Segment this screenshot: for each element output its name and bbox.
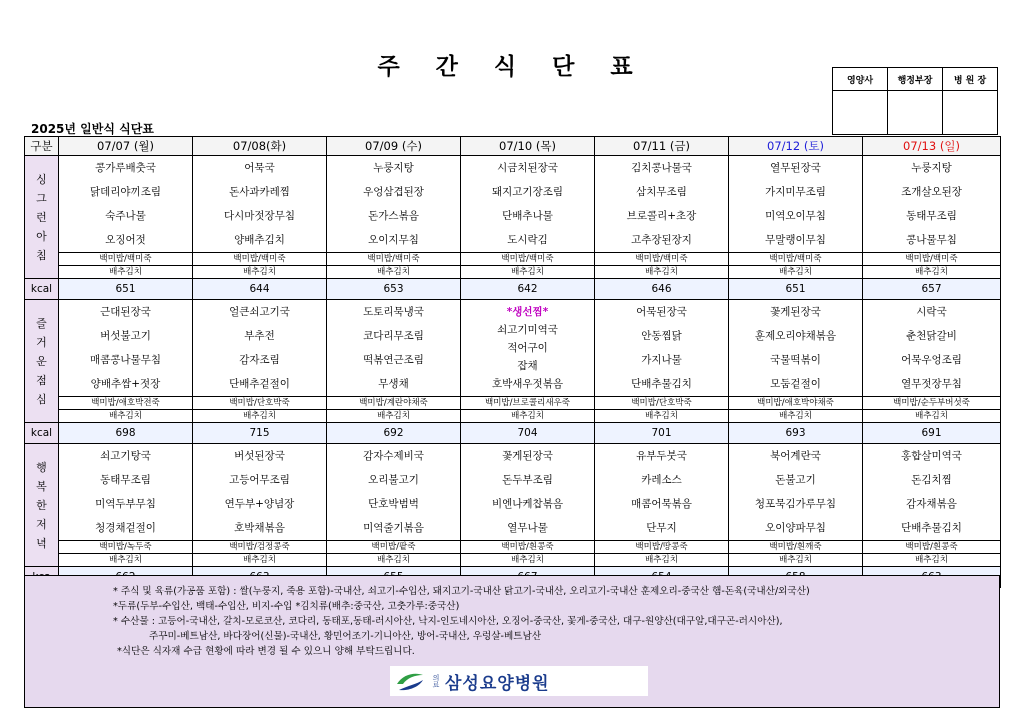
dish-item: 카레소스	[641, 474, 682, 486]
meal-category-char: 즐	[36, 316, 47, 330]
dish-item: 단배추겉절이	[229, 378, 290, 390]
dish-item: 오리불고기	[368, 474, 419, 486]
dish-item: 유부두붓국	[636, 450, 687, 462]
kcal-value: 715	[193, 423, 327, 444]
dish-item: 홍합살미역국	[901, 450, 962, 462]
dish-item: 양배추김치	[234, 234, 285, 246]
rice-row	[25, 397, 1001, 410]
day-header: 07/11 (금)	[595, 137, 729, 156]
rice-row	[25, 253, 1001, 266]
kimchi-cell: 배추김치	[327, 554, 461, 567]
meal-category	[25, 444, 59, 567]
dish-item: 누룽지탕	[373, 162, 414, 174]
dish-item: 미역두부무침	[95, 498, 156, 510]
logo-small-text: 의료	[432, 674, 440, 688]
dish-item: 연두부+양념장	[224, 498, 295, 510]
dish-item: 닭데리야끼조림	[89, 186, 161, 198]
kcal-value: 701	[595, 423, 729, 444]
kcal-label: kcal	[25, 423, 59, 444]
dish-item: 감자수제비국	[363, 450, 424, 462]
meal-category-char: 심	[36, 392, 47, 406]
dish-item: 단배추물김치	[631, 378, 692, 390]
approval-dietitian: 영양사	[833, 68, 887, 91]
kcal-label: kcal	[25, 279, 59, 300]
logo-swoosh-icon	[395, 668, 425, 694]
kimchi-row	[25, 410, 1001, 423]
dish-item: 열무나물	[507, 522, 548, 534]
kimchi-cell: 배추김치	[729, 554, 863, 567]
meal-category-char: 행	[36, 460, 47, 474]
kimchi-cell: 배추김치	[595, 266, 729, 279]
dish-cell	[327, 444, 461, 541]
dish-item: 꽃게된장국	[770, 306, 821, 318]
rice-cell: 백미밥/백미죽	[595, 253, 729, 266]
rice-cell: 백미밥/계란야채죽	[327, 397, 461, 410]
header-label: 구분	[25, 137, 59, 156]
dish-item: 콩가루배춧국	[95, 162, 156, 174]
kcal-value: 704	[461, 423, 595, 444]
dish-item: 다시마젓장무침	[223, 210, 295, 222]
day-header: 07/08(화)	[193, 137, 327, 156]
meal-category-char: 저	[36, 517, 47, 531]
meal-category-char: 거	[36, 335, 47, 349]
kimchi-cell: 배추김치	[729, 266, 863, 279]
kimchi-cell: 배추김치	[461, 554, 595, 567]
dish-cell	[595, 444, 729, 541]
kimchi-cell: 배추김치	[193, 554, 327, 567]
dish-cell	[59, 156, 193, 253]
dish-item: 돈두부조림	[502, 474, 553, 486]
kimchi-cell: 배추김치	[863, 266, 1001, 279]
kcal-value: 693	[729, 423, 863, 444]
dish-item: 고등어무조림	[229, 474, 290, 486]
kimchi-row	[25, 266, 1001, 279]
dish-item: 단배추물김치	[901, 522, 962, 534]
rice-cell: 백미밥/흰콩죽	[461, 541, 595, 554]
rice-cell: 백미밥/백미죽	[327, 253, 461, 266]
kimchi-cell: 배추김치	[327, 410, 461, 423]
dish-item: 코다리무조림	[363, 330, 424, 342]
dish-cell	[193, 156, 327, 253]
kcal-value: 691	[863, 423, 1001, 444]
dish-item: 어묵국	[244, 162, 275, 174]
dish-item: 콩나물무침	[906, 234, 957, 246]
kcal-row	[25, 423, 1001, 444]
note-line: *식단은 식자재 수급 현황에 따라 변경 될 수 있으니 양해 부탁드립니다.	[117, 646, 415, 657]
dish-item: 무말랭이무침	[765, 234, 826, 246]
dish-item: *생선찜*	[506, 306, 549, 318]
dish-item: 쇠고기미역국	[497, 324, 558, 336]
approval-director: 병 원 장	[943, 68, 997, 91]
kimchi-cell: 배추김치	[729, 410, 863, 423]
dish-item: 동태무조림	[100, 474, 151, 486]
dish-item: 미역오이무침	[765, 210, 826, 222]
dish-item: 돈불고기	[775, 474, 816, 486]
note-line: * 수산물 : 고등어-국내산, 갈치-모로코산, 코다리, 동태포,동태-러시아산, 낙지-인도네시아산, 오징어-중국산, 꽃게-중국산, 대구-원양산(대구알,대구곤-러시아산),	[113, 616, 783, 627]
dish-item: 감자조림	[239, 354, 280, 366]
meal-category-char: 싱	[36, 172, 47, 186]
dish-item: 모둠겉절이	[770, 378, 821, 390]
rice-cell: 백미밥/흰깨죽	[729, 541, 863, 554]
dish-item: 무생채	[378, 378, 409, 390]
kimchi-cell: 배추김치	[59, 554, 193, 567]
dish-cell	[193, 444, 327, 541]
meal-category-char: 운	[36, 354, 47, 368]
meal-row	[25, 156, 1001, 253]
kcal-value: 657	[863, 279, 1001, 300]
dish-item: 숙주나물	[105, 210, 146, 222]
day-header: 07/13 (일)	[863, 137, 1001, 156]
meal-category	[25, 156, 59, 279]
dish-cell	[729, 444, 863, 541]
meal-row	[25, 444, 1001, 541]
dish-item: 시금치된장국	[497, 162, 558, 174]
dish-item: 훈제오리야채볶음	[754, 330, 837, 342]
dish-item: 잡채	[517, 360, 538, 372]
dish-cell	[863, 300, 1001, 397]
dish-item: 단배추나물	[502, 210, 553, 222]
dish-item: 매콤어묵볶음	[631, 498, 692, 510]
dish-item: 우엉삼겹된장	[363, 186, 424, 198]
hospital-logo	[390, 666, 648, 696]
meal-category-char: 녁	[36, 536, 47, 550]
rice-cell: 백미밥/백미죽	[729, 253, 863, 266]
kimchi-cell: 배추김치	[193, 410, 327, 423]
kimchi-cell: 배추김치	[327, 266, 461, 279]
dish-item: 브로콜리+초장	[626, 210, 697, 222]
dish-cell	[461, 156, 595, 253]
dish-item: 누룽지탕	[911, 162, 952, 174]
dish-item: 돈가스볶음	[368, 210, 419, 222]
dish-cell	[59, 444, 193, 541]
kcal-value: 692	[327, 423, 461, 444]
dish-item: 오이양파무침	[765, 522, 826, 534]
dish-cell	[327, 300, 461, 397]
dish-item: 부추전	[244, 330, 275, 342]
kimchi-cell: 배추김치	[863, 554, 1001, 567]
dish-item: 청포묵김가루무침	[754, 498, 837, 510]
rice-cell: 백미밥/애호박전죽	[59, 397, 193, 410]
dish-item: 춘천닭갈비	[906, 330, 957, 342]
dish-item: 열무젓장무침	[901, 378, 962, 390]
dish-item: 떡볶연근조림	[363, 354, 424, 366]
dish-item: 꽃게된장국	[502, 450, 553, 462]
dish-item: 조개살오된장	[901, 186, 962, 198]
dish-item: 북어계란국	[770, 450, 821, 462]
dish-item: 돼지고기장조림	[491, 186, 563, 198]
day-header: 07/07 (월)	[59, 137, 193, 156]
kimchi-cell: 배추김치	[461, 410, 595, 423]
dish-cell	[595, 156, 729, 253]
dish-item: 돈사과카레찜	[229, 186, 290, 198]
dish-item: 도토리묵냉국	[363, 306, 424, 318]
kimchi-cell: 배추김치	[193, 266, 327, 279]
dish-item: 매콤콩나물무침	[89, 354, 161, 366]
dish-item: 호박채볶음	[234, 522, 285, 534]
rice-cell: 백미밥/순두부버섯죽	[863, 397, 1001, 410]
dish-item: 쇠고기탕국	[100, 450, 151, 462]
weekly-menu-table	[24, 136, 1001, 588]
dish-cell	[461, 444, 595, 541]
rice-row	[25, 541, 1001, 554]
rice-cell: 백미밥/검정콩죽	[193, 541, 327, 554]
dish-item: 돈김치찜	[911, 474, 952, 486]
dish-item: 오징어젓	[105, 234, 146, 246]
dish-item: 가지나물	[641, 354, 682, 366]
dish-item: 시락국	[916, 306, 947, 318]
dish-item: 적어구이	[507, 342, 548, 354]
dish-cell	[595, 300, 729, 397]
meal-category-char: 점	[36, 373, 47, 387]
dish-item: 얼큰쇠고기국	[229, 306, 290, 318]
rice-cell: 백미밥/백미죽	[863, 253, 1001, 266]
kcal-value: 698	[59, 423, 193, 444]
dish-item: 감자채볶음	[906, 498, 957, 510]
dish-item: 호박새우젓볶음	[491, 378, 563, 390]
kcal-row	[25, 279, 1001, 300]
dish-item: 버섯된장국	[234, 450, 285, 462]
note-line: 주꾸미-베트남산, 바다장어(신물)-국내산, 황민어조기-기니아산, 방어-국내산, 우렁살-베트남산	[149, 631, 542, 642]
meal-category	[25, 300, 59, 423]
approval-admin: 행정부장	[888, 68, 942, 91]
kimchi-cell: 배추김치	[461, 266, 595, 279]
page-title: 주 간 식 단 표	[377, 54, 647, 80]
kcal-value: 642	[461, 279, 595, 300]
rice-cell: 백미밥/백미죽	[461, 253, 595, 266]
dish-item: 어묵된장국	[636, 306, 687, 318]
rice-cell: 백미밥/땅콩죽	[595, 541, 729, 554]
rice-cell: 백미밥/단호박죽	[193, 397, 327, 410]
day-header: 07/09 (수)	[327, 137, 461, 156]
dish-item: 어묵우엉조림	[901, 354, 962, 366]
meal-category-char: 침	[36, 248, 47, 262]
day-header: 07/10 (목)	[461, 137, 595, 156]
approval-box	[832, 67, 998, 135]
kimchi-cell: 배추김치	[595, 410, 729, 423]
dish-item: 단호박범벅	[368, 498, 419, 510]
dish-item: 동태무조림	[906, 210, 957, 222]
rice-cell: 백미밥/애호박야채죽	[729, 397, 863, 410]
dish-item: 오이지무침	[368, 234, 419, 246]
dish-cell	[729, 300, 863, 397]
meal-category-char: 런	[36, 210, 47, 224]
kcal-value: 651	[59, 279, 193, 300]
dish-item: 삼치무조림	[636, 186, 687, 198]
dish-item: 버섯불고기	[100, 330, 151, 342]
kcal-value: 644	[193, 279, 327, 300]
dish-cell	[863, 444, 1001, 541]
dish-item: 미역줄기볶음	[363, 522, 424, 534]
meal-category-char: 그	[36, 191, 47, 205]
dish-item: 고추장된장지	[631, 234, 692, 246]
meal-category-char: 복	[36, 479, 47, 493]
dish-cell	[327, 156, 461, 253]
dish-cell	[461, 300, 595, 397]
rice-cell: 백미밥/백미죽	[193, 253, 327, 266]
rice-cell: 백미밥/단호박죽	[595, 397, 729, 410]
meal-category-char: 한	[36, 498, 47, 512]
kcal-value: 646	[595, 279, 729, 300]
header-row	[25, 137, 1001, 156]
rice-cell: 백미밥/백미죽	[59, 253, 193, 266]
kimchi-cell: 배추김치	[595, 554, 729, 567]
menu-subtitle: 2025년 일반식 식단표	[31, 122, 154, 136]
dish-cell	[59, 300, 193, 397]
dish-cell	[729, 156, 863, 253]
dish-item: 안동찜닭	[641, 330, 682, 342]
dish-item: 열무된장국	[770, 162, 821, 174]
dish-item: 비엔나케찹볶음	[491, 498, 563, 510]
kimchi-cell: 배추김치	[59, 410, 193, 423]
dish-item: 청경채겉절이	[95, 522, 156, 534]
note-line: *두류(두부-수입산, 백태-수입산, 비지-수입 *김치류(배추:중국산, 고춧가루:중국산)	[113, 601, 460, 612]
rice-cell: 백미밥/팥죽	[327, 541, 461, 554]
logo-name: 삼성요양병원	[445, 673, 550, 694]
dish-item: 가지미무조림	[765, 186, 826, 198]
dish-item: 국물떡볶이	[770, 354, 821, 366]
dish-item: 근대된장국	[100, 306, 151, 318]
rice-cell: 백미밥/녹두죽	[59, 541, 193, 554]
kcal-value: 651	[729, 279, 863, 300]
dish-item: 도시락김	[507, 234, 548, 246]
meal-category-char: 아	[36, 229, 47, 243]
note-line: * 주식 및 육류(가공품 포함) : 쌀(누룽지, 죽용 포함)-국내산, 쇠고기-수입산, 돼지고기-국내산 닭고기-국내산, 오리고기-국내산 훈제오리-중국산 햄-돈육(국내산/외국산)	[113, 586, 810, 597]
rice-cell: 백미밥/흰콩죽	[863, 541, 1001, 554]
dish-item: 양배추쌈+젓장	[90, 378, 161, 390]
dish-cell	[193, 300, 327, 397]
kimchi-cell: 배추김치	[59, 266, 193, 279]
rice-cell: 백미밥/브로콜리새우죽	[461, 397, 595, 410]
dish-item: 단무지	[646, 522, 677, 534]
meal-row	[25, 300, 1001, 397]
day-header: 07/12 (토)	[729, 137, 863, 156]
kimchi-row	[25, 554, 1001, 567]
dish-item: 김치콩나물국	[631, 162, 692, 174]
dish-cell	[863, 156, 1001, 253]
kcal-value: 653	[327, 279, 461, 300]
kimchi-cell: 배추김치	[863, 410, 1001, 423]
